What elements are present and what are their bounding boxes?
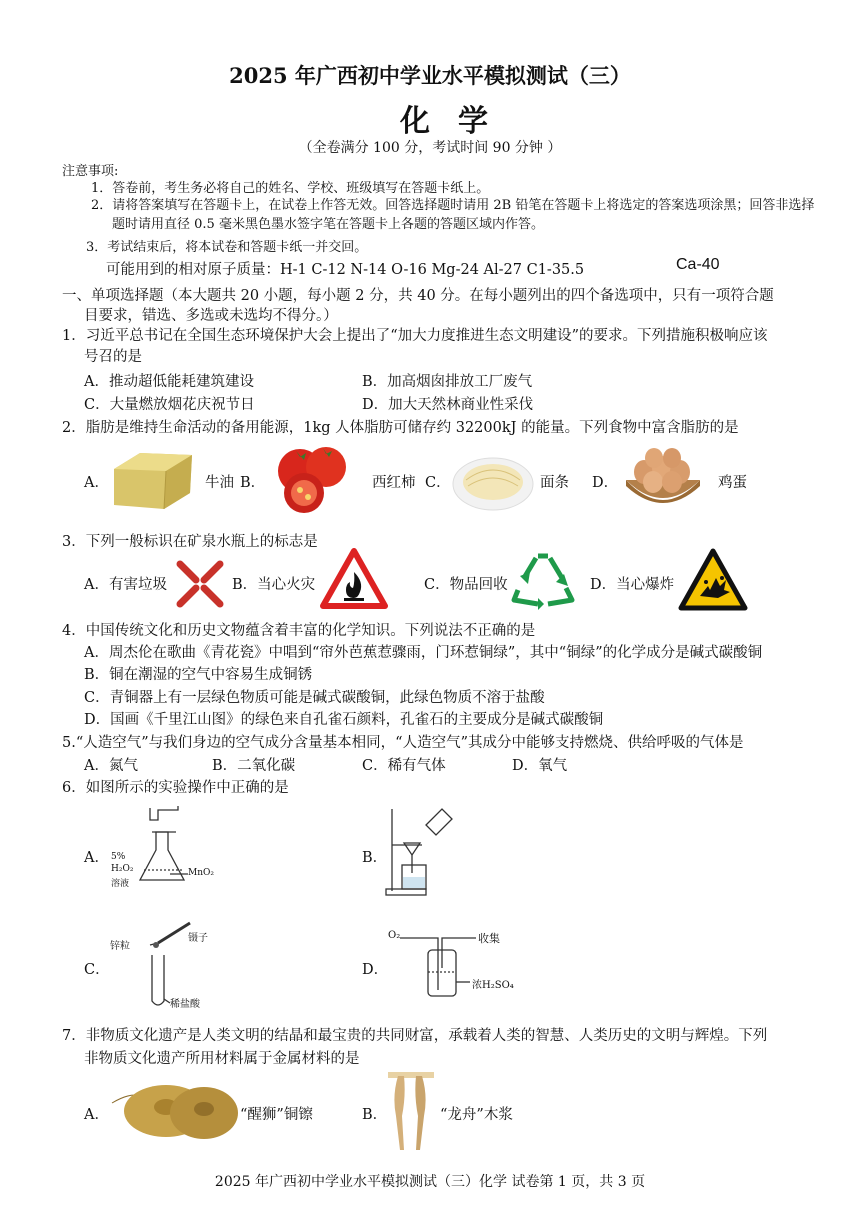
- note-2b: 题时请用直径 0.5 毫米黑色墨水签字笔在答题卡上各题的答题区域内作答。: [112, 217, 544, 232]
- q6-a-label-solution: 溶液: [111, 879, 130, 889]
- cymbals-image: [108, 1073, 240, 1143]
- note-1: 1．答卷前，考生务必将自己的姓名、学校、班级填写在答题卡纸上。: [91, 181, 490, 196]
- q6-d-label-o2: O₂: [388, 930, 401, 941]
- q6-c-label-hcl: 稀盐酸: [170, 999, 200, 1010]
- q6-c-label-tweezers: 镊子: [188, 933, 208, 944]
- atomic-mass-ca: Ca-40: [676, 256, 720, 273]
- q2-option-c-text: 面条: [540, 475, 569, 491]
- q2-option-a-text: 牛油: [205, 475, 234, 491]
- q6-stem: 6．如图所示的实验操作中正确的是: [62, 780, 289, 796]
- q6-c-label-zinc: 锌粒: [110, 941, 130, 952]
- q3-option-c: C．物品回收: [424, 577, 508, 593]
- q7-option-b-text: “龙舟”木浆: [440, 1107, 513, 1123]
- eggs-image: [622, 446, 704, 514]
- q5-stem: 5.“人造空气”与我们身边的空气成分含量基本相同，“人造空气”其成分中能够支持燃烧、供给呼吸的气体是: [62, 735, 744, 751]
- q7-option-b-label: B．: [362, 1107, 388, 1123]
- q3-option-a: A．有害垃圾: [84, 577, 167, 593]
- exam-info: （全卷满分 100 分，考试时间 90 分钟 ）: [298, 140, 562, 156]
- atomic-masses: 可能用到的相对原子质量：H-1 C-12 N-14 O-16 Mg-24 Al-27 C1-35.5: [106, 262, 585, 278]
- q6-option-a: A．: [84, 850, 109, 866]
- q2-option-b-text: 西红柿: [372, 475, 416, 491]
- recycle-icon: [508, 550, 578, 612]
- q3-option-b: B．当心火灾: [232, 577, 316, 593]
- q1-stem-1: 1．习近平总书记在全国生态环境保护大会上提出了“加大力度推进生态文明建设”的要求。下列措施积极响应该: [62, 328, 768, 344]
- filtration-apparatus-image: [384, 805, 454, 897]
- q6-option-b: B．: [362, 850, 388, 866]
- q1-option-a: A．推动超低能耗建筑建设: [84, 374, 254, 390]
- butter-image: [110, 447, 196, 513]
- q7-option-a-text: “醒狮”铜镲: [240, 1107, 313, 1123]
- q7-option-a-label: A．: [84, 1107, 109, 1123]
- subject-title: 化学: [400, 104, 516, 139]
- q3-stem: 3．下列一般标识在矿泉水瓶上的标志是: [62, 534, 318, 550]
- q4-option-a: A．周杰伦在歌曲《青花瓷》中唱到“帘外芭蕉惹骤雨，门环惹铜绿”，其中“铜绿”的化学成分是碱式碳酸铜: [84, 645, 763, 661]
- q6-a-label-h2o2: H₂O₂: [111, 864, 134, 874]
- q6-d-label-collect: 收集: [478, 932, 500, 945]
- q6-a-label-5pct: 5%: [111, 852, 126, 862]
- hazardous-waste-icon: [174, 560, 226, 608]
- test-tube-zinc-image: [108, 915, 223, 1013]
- notes-heading: 注意事项:: [62, 164, 119, 179]
- q2-option-b-label: B．: [240, 475, 266, 491]
- q2-option-a-label: A．: [84, 475, 109, 491]
- oars-image: [384, 1068, 438, 1154]
- explosion-warning-icon: [678, 548, 748, 612]
- q5-option-b: B．二氧化碳: [212, 758, 296, 774]
- q6-option-c: C．: [84, 962, 110, 978]
- noodles-image: [452, 450, 534, 512]
- tomato-image: [268, 443, 358, 515]
- q5-option-d: D．氧气: [512, 758, 568, 774]
- q1-stem-2: 号召的是: [84, 349, 142, 365]
- q2-option-d-label: D．: [592, 475, 619, 491]
- gas-drying-bottle-image: [384, 922, 524, 1002]
- note-2a: 2．请将答案填写在答题卡上，在试卷上作答无效。回答选择题时请用 2B 铅笔在答题卡上将选定的答案选项涂黑；回答非选择: [91, 198, 815, 213]
- section-heading-1: 一、单项选择题（本大题共 20 小题，每小题 2 分，共 40 分。在每小题列出的四个备选项中，只有一项符合题: [62, 288, 774, 304]
- q4-option-c: C．青铜器上有一层绿色物质可能是碱式碳酸铜，此绿色物质不溶于盐酸: [84, 690, 545, 706]
- q5-option-a: A．氮气: [84, 758, 138, 774]
- q4-option-b: B．铜在潮湿的空气中容易生成铜锈: [84, 667, 313, 683]
- q6-a-label-mno2: MnO₂: [188, 868, 214, 878]
- q7-stem-2: 非物质文化遗产所用材料属于金属材料的是: [84, 1051, 360, 1067]
- page-footer: 2025 年广西初中学业水平模拟测试（三）化学 试卷第 1 页，共 3 页: [214, 1174, 646, 1190]
- q3-option-d: D．当心爆炸: [590, 577, 675, 593]
- q2-stem: 2．脂肪是维持生命活动的备用能源，1kg 人体脂肪可储存约 32200kJ 的能量。下列食物中富含脂肪的是: [62, 420, 739, 436]
- q1-option-d: D．加大天然林商业性采伐: [362, 397, 534, 413]
- q2-option-d-text: 鸡蛋: [718, 475, 747, 491]
- fire-warning-icon: [320, 548, 388, 610]
- section-heading-2: 目要求，错选、多选或未选均不得分。）: [84, 308, 338, 324]
- q5-option-c: C．稀有气体: [362, 758, 446, 774]
- exam-title: 2025 年广西初中学业水平模拟测试（三）: [229, 63, 631, 88]
- q6-option-d: D．: [362, 962, 389, 978]
- note-3: 3．考试结束后，将本试卷和答题卡纸一并交回。: [86, 240, 368, 255]
- q1-option-c: C．大量燃放烟花庆祝节日: [84, 397, 255, 413]
- q4-stem: 4．中国传统文化和历史文物蕴含着丰富的化学知识。下列说法不正确的是: [62, 623, 536, 639]
- q4-option-d: D．国画《千里江山图》的绿色来自孔雀石颜料，孔雀石的主要成分是碱式碳酸铜: [84, 712, 604, 728]
- q7-stem-1: 7．非物质文化遗产是人类文明的结晶和最宝贵的共同财富，承载着人类的智慧、人类历史的文明与辉煌。下列: [62, 1028, 768, 1044]
- q2-option-c-label: C．: [425, 475, 451, 491]
- q1-option-b: B．加高烟囱排放工厂废气: [362, 374, 533, 390]
- flask-apparatus-image: [108, 802, 223, 894]
- q6-d-label-h2so4: 浓H₂SO₄: [472, 980, 514, 991]
